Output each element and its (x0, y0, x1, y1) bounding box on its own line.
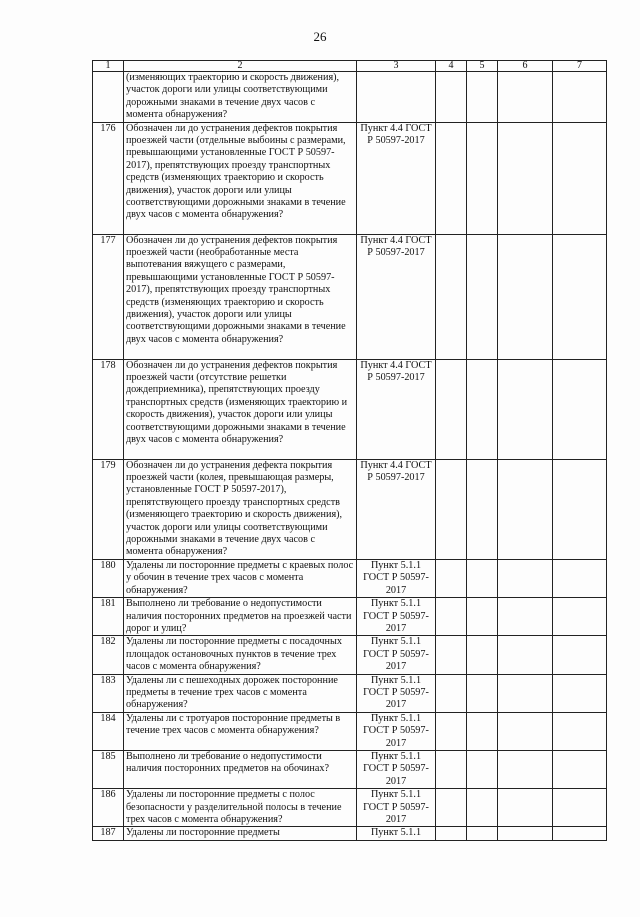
answer-cell (436, 459, 467, 559)
table-row (93, 750, 607, 788)
table-row (93, 827, 607, 840)
norm-reference: Пункт 5.1.1 ГОСТ Р 50597-2017 (357, 789, 436, 827)
answer-cell (467, 234, 498, 359)
answer-cell (498, 559, 553, 597)
column-header-3: 3 (357, 61, 436, 72)
answer-cell (467, 122, 498, 234)
table-row (93, 359, 607, 459)
answer-cell (467, 827, 498, 840)
question-text: Удалены ли с тротуаров посторонние предметы в течение трех часов с момента обнаружения? (124, 712, 357, 750)
row-number: 176 (93, 122, 124, 234)
column-header-7: 7 (553, 61, 607, 72)
table-row (93, 559, 607, 597)
answer-cell (498, 636, 553, 674)
table-row (93, 122, 607, 234)
table-row (93, 674, 607, 712)
table-row (93, 598, 607, 636)
answer-cell (553, 674, 607, 712)
answer-cell (553, 234, 607, 359)
column-header-6: 6 (498, 61, 553, 72)
norm-reference: Пункт 5.1.1 ГОСТ Р 50597-2017 (357, 750, 436, 788)
answer-cell (498, 789, 553, 827)
answer-cell (436, 72, 467, 123)
answer-cell (553, 712, 607, 750)
question-text: Выполнено ли требование о недопустимости наличия посторонних предметов на обочинах? (124, 750, 357, 788)
row-number: 183 (93, 674, 124, 712)
answer-cell (436, 359, 467, 459)
table-row (93, 459, 607, 559)
answer-cell (436, 750, 467, 788)
answer-cell (467, 598, 498, 636)
norm-reference: Пункт 5.1.1 ГОСТ Р 50597-2017 (357, 674, 436, 712)
answer-cell (498, 359, 553, 459)
answer-cell (436, 559, 467, 597)
row-number: 184 (93, 712, 124, 750)
norm-reference: Пункт 5.1.1 ГОСТ Р 50597-2017 (357, 598, 436, 636)
norm-reference: Пункт 4.4 ГОСТ Р 50597-2017 (357, 234, 436, 359)
answer-cell (553, 789, 607, 827)
norm-reference: Пункт 5.1.1 ГОСТ Р 50597-2017 (357, 712, 436, 750)
answer-cell (498, 750, 553, 788)
table-row (93, 72, 607, 123)
row-number: 181 (93, 598, 124, 636)
norm-reference: Пункт 4.4 ГОСТ Р 50597-2017 (357, 122, 436, 234)
norm-reference: Пункт 5.1.1 (357, 827, 436, 840)
question-text: Удалены ли посторонние предметы с краевых полос у обочин в течение трех часов с момента обнаружения? (124, 559, 357, 597)
answer-cell (467, 636, 498, 674)
answer-cell (553, 559, 607, 597)
norm-reference: Пункт 4.4 ГОСТ Р 50597-2017 (357, 459, 436, 559)
answer-cell (498, 712, 553, 750)
column-header-4: 4 (436, 61, 467, 72)
answer-cell (467, 674, 498, 712)
answer-cell (498, 674, 553, 712)
norm-reference (357, 72, 436, 123)
row-number: 185 (93, 750, 124, 788)
header-row (93, 61, 607, 72)
answer-cell (436, 789, 467, 827)
row-number: 182 (93, 636, 124, 674)
answer-cell (553, 359, 607, 459)
norm-reference: Пункт 5.1.1 ГОСТ Р 50597-2017 (357, 636, 436, 674)
answer-cell (436, 712, 467, 750)
answer-cell (436, 636, 467, 674)
answer-cell (498, 827, 553, 840)
answer-cell (498, 598, 553, 636)
answer-cell (498, 459, 553, 559)
answer-cell (498, 122, 553, 234)
question-text: Обозначен ли до устранения дефектов покрытия проезжей части (необработанные места выпотевания вяжущего с размерами, превышающими установленные ГОСТ Р 50597-2017), препятствующих проезду транспортных средств (изменяющих траекторию и скорость движения), участок дороги или улицы соответствующими дорожными знаками в течение двух часов с момента обнаружения? (124, 234, 357, 359)
table-row (93, 789, 607, 827)
answer-cell (553, 827, 607, 840)
answer-cell (467, 359, 498, 459)
question-text: Обозначен ли до устранения дефектов покрытия проезжей части (отсутствие решетки дождеприемника), препятствующих проезду транспортных средств (изменяющих траекторию и скорость движения), участок дороги или улицы соответствующими дорожными знаками в течение двух часов с момента обнаружения? (124, 359, 357, 459)
answer-cell (436, 827, 467, 840)
column-header-5: 5 (467, 61, 498, 72)
row-number: 178 (93, 359, 124, 459)
question-text: Удалены ли посторонние предметы с посадочных площадок остановочных пунктов в течение трех часов с момента обнаружения? (124, 636, 357, 674)
checklist-table (92, 60, 607, 841)
row-number: 186 (93, 789, 124, 827)
question-text: (изменяющих траекторию и скорость движения), участок дороги или улицы соответствующими дорожными знаками в течение двух часов с момента обнаружения? (124, 72, 357, 123)
answer-cell (553, 750, 607, 788)
answer-cell (553, 459, 607, 559)
question-text: Удалены ли посторонние предметы (124, 827, 357, 840)
row-number: 180 (93, 559, 124, 597)
row-number: 177 (93, 234, 124, 359)
answer-cell (467, 559, 498, 597)
answer-cell (436, 674, 467, 712)
question-text: Обозначен ли до устранения дефектов покрытия проезжей части (отдельные выбоины с размерами, превышающими установленные ГОСТ Р 50597-2017), препятствующих проезду транспортных средств (изменяющих траекторию и скорость движения), участок дороги или улицы соответствующими дорожными знаками в течение двух часов с момента обнаружения? (124, 122, 357, 234)
answer-cell (498, 72, 553, 123)
column-header-2: 2 (124, 61, 357, 72)
answer-cell (553, 598, 607, 636)
question-text: Удалены ли с пешеходных дорожек посторонние предметы в течение трех часов с момента обнаружения? (124, 674, 357, 712)
answer-cell (436, 598, 467, 636)
question-text: Выполнено ли требование о недопустимости наличия посторонних предметов на проезжей части дорог и улиц? (124, 598, 357, 636)
answer-cell (467, 459, 498, 559)
answer-cell (436, 234, 467, 359)
answer-cell (467, 712, 498, 750)
answer-cell (467, 72, 498, 123)
question-text: Обозначен ли до устранения дефекта покрытия проезжей части (колея, превышающая размеры, установленные ГОСТ Р 50597-2017), препятствующего проезду транспортных средств (изменяющего траекторию и скорость движения), участок дороги или улицы соответствующими дорожными знаками в течение двух часов с момента обнаружения? (124, 459, 357, 559)
table-row (93, 234, 607, 359)
row-number: 187 (93, 827, 124, 840)
question-text: Удалены ли посторонние предметы с полос безопасности у разделительной полосы в течение трех часов с момента обнаружения? (124, 789, 357, 827)
row-number: 179 (93, 459, 124, 559)
norm-reference: Пункт 4.4 ГОСТ Р 50597-2017 (357, 359, 436, 459)
table-row (93, 712, 607, 750)
row-number (93, 72, 124, 123)
norm-reference: Пункт 5.1.1 ГОСТ Р 50597-2017 (357, 559, 436, 597)
answer-cell (553, 122, 607, 234)
answer-cell (553, 72, 607, 123)
answer-cell (467, 789, 498, 827)
answer-cell (467, 750, 498, 788)
answer-cell (436, 122, 467, 234)
answer-cell (553, 636, 607, 674)
table-row (93, 636, 607, 674)
answer-cell (498, 234, 553, 359)
page-number: 26 (313, 29, 327, 44)
column-header-1: 1 (93, 61, 124, 72)
